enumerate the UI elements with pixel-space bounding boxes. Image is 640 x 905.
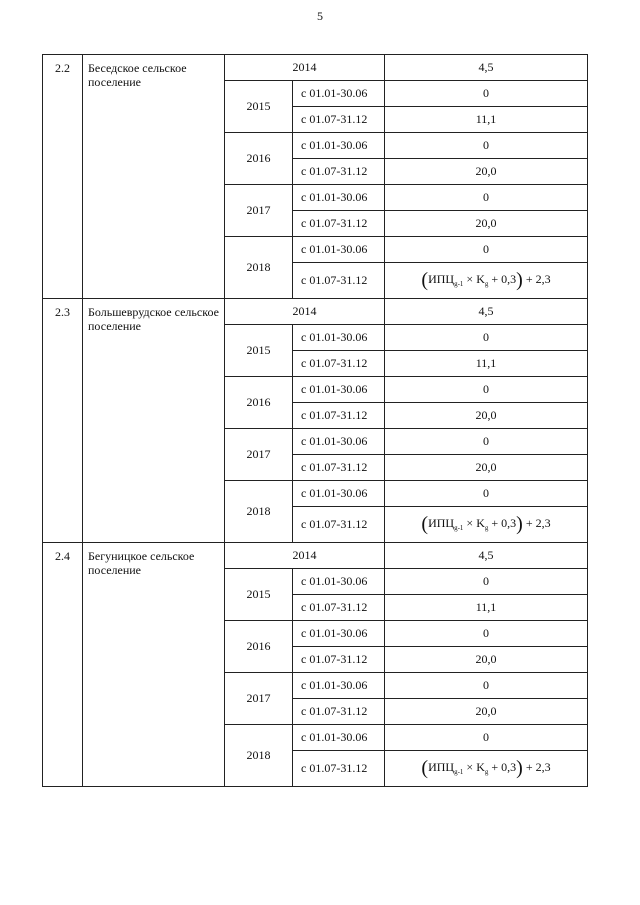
value-cell: 11,1 bbox=[385, 351, 588, 377]
value-cell: 4,5 bbox=[385, 543, 588, 569]
formula-plus: + 0,3 bbox=[488, 516, 517, 530]
period-cell: с 01.07-31.12 bbox=[293, 263, 385, 299]
year-cell: 2015 bbox=[225, 81, 293, 133]
year-cell: 2017 bbox=[225, 429, 293, 481]
value-cell: 11,1 bbox=[385, 595, 588, 621]
year-cell: 2018 bbox=[225, 725, 293, 787]
value-cell: 0 bbox=[385, 673, 588, 699]
value-cell: 0 bbox=[385, 725, 588, 751]
period-cell: с 01.07-31.12 bbox=[293, 403, 385, 429]
period-cell: с 01.01-30.06 bbox=[293, 133, 385, 159]
period-cell: с 01.07-31.12 bbox=[293, 211, 385, 237]
period-cell: с 01.07-31.12 bbox=[293, 751, 385, 787]
tariff-formula bbox=[421, 513, 551, 535]
period-cell: с 01.01-30.06 bbox=[293, 185, 385, 211]
table-row bbox=[43, 55, 588, 81]
formula-plus: + 0,3 bbox=[488, 760, 517, 774]
period-cell: с 01.07-31.12 bbox=[293, 699, 385, 725]
value-cell: 0 bbox=[385, 481, 588, 507]
formula-tail: + 2,3 bbox=[522, 516, 551, 530]
formula-ipc-subscript: g-1 bbox=[454, 524, 464, 532]
period-cell: с 01.01-30.06 bbox=[293, 621, 385, 647]
formula-cell bbox=[385, 263, 588, 299]
value-cell: 0 bbox=[385, 325, 588, 351]
settlement-name: Беседское сельское поселение bbox=[83, 55, 225, 299]
formula-times-k: × K bbox=[463, 516, 485, 530]
formula-tail: + 2,3 bbox=[522, 272, 551, 286]
year-cell: 2015 bbox=[225, 325, 293, 377]
formula-ipc-subscript: g-1 bbox=[454, 280, 464, 288]
year-cell: 2018 bbox=[225, 237, 293, 299]
period-cell: с 01.01-30.06 bbox=[293, 673, 385, 699]
formula-ipc-subscript: g-1 bbox=[454, 768, 464, 776]
value-cell: 20,0 bbox=[385, 159, 588, 185]
tariff-table bbox=[42, 54, 588, 787]
period-cell: с 01.01-30.06 bbox=[293, 725, 385, 751]
value-cell: 4,5 bbox=[385, 299, 588, 325]
year-cell: 2016 bbox=[225, 377, 293, 429]
formula-k-subscript: g bbox=[484, 768, 489, 776]
year-2014-cell: 2014 bbox=[225, 55, 385, 81]
value-cell: 0 bbox=[385, 81, 588, 107]
value-cell: 11,1 bbox=[385, 107, 588, 133]
year-2014-cell: 2014 bbox=[225, 299, 385, 325]
period-cell: с 01.01-30.06 bbox=[293, 81, 385, 107]
period-cell: с 01.01-30.06 bbox=[293, 377, 385, 403]
value-cell: 20,0 bbox=[385, 403, 588, 429]
value-cell: 0 bbox=[385, 133, 588, 159]
year-2014-cell: 2014 bbox=[225, 543, 385, 569]
period-cell: с 01.01-30.06 bbox=[293, 481, 385, 507]
year-cell: 2016 bbox=[225, 133, 293, 185]
period-cell: с 01.07-31.12 bbox=[293, 107, 385, 133]
tariff-table-body bbox=[43, 55, 588, 787]
settlement-name: Бегуницкое сельское поселение bbox=[83, 543, 225, 787]
year-cell: 2017 bbox=[225, 673, 293, 725]
formula-plus: + 0,3 bbox=[488, 272, 517, 286]
settlement-number: 2.3 bbox=[43, 299, 83, 543]
period-cell: с 01.07-31.12 bbox=[293, 647, 385, 673]
formula-times-k: × K bbox=[463, 760, 485, 774]
formula-ipc: ИПЦ bbox=[428, 516, 455, 530]
close-paren: ) bbox=[516, 757, 523, 779]
open-paren: ( bbox=[421, 757, 429, 779]
close-paren: ) bbox=[516, 269, 523, 291]
value-cell: 20,0 bbox=[385, 455, 588, 481]
settlement-name: Большеврудское сельское поселение bbox=[83, 299, 225, 543]
page-number: 5 bbox=[317, 9, 323, 23]
value-cell: 0 bbox=[385, 621, 588, 647]
period-cell: с 01.07-31.12 bbox=[293, 351, 385, 377]
year-cell: 2018 bbox=[225, 481, 293, 543]
tariff-formula bbox=[421, 757, 551, 779]
formula-ipc: ИПЦ bbox=[428, 272, 455, 286]
year-cell: 2017 bbox=[225, 185, 293, 237]
value-cell: 0 bbox=[385, 237, 588, 263]
formula-cell bbox=[385, 507, 588, 543]
open-paren: ( bbox=[421, 269, 429, 291]
value-cell: 0 bbox=[385, 185, 588, 211]
period-cell: с 01.07-31.12 bbox=[293, 159, 385, 185]
period-cell: с 01.07-31.12 bbox=[293, 595, 385, 621]
open-paren: ( bbox=[421, 513, 429, 535]
close-paren: ) bbox=[516, 513, 523, 535]
year-cell: 2016 bbox=[225, 621, 293, 673]
period-cell: с 01.01-30.06 bbox=[293, 569, 385, 595]
period-cell: с 01.07-31.12 bbox=[293, 507, 385, 543]
value-cell: 20,0 bbox=[385, 211, 588, 237]
formula-tail: + 2,3 bbox=[522, 760, 551, 774]
settlement-number: 2.4 bbox=[43, 543, 83, 787]
settlement-number: 2.2 bbox=[43, 55, 83, 299]
value-cell: 0 bbox=[385, 429, 588, 455]
period-cell: с 01.01-30.06 bbox=[293, 325, 385, 351]
value-cell: 0 bbox=[385, 569, 588, 595]
period-cell: с 01.01-30.06 bbox=[293, 237, 385, 263]
table-row bbox=[43, 543, 588, 569]
period-cell: с 01.01-30.06 bbox=[293, 429, 385, 455]
table-row bbox=[43, 299, 588, 325]
value-cell: 20,0 bbox=[385, 647, 588, 673]
value-cell: 0 bbox=[385, 377, 588, 403]
formula-ipc: ИПЦ bbox=[428, 760, 455, 774]
value-cell: 20,0 bbox=[385, 699, 588, 725]
formula-cell bbox=[385, 751, 588, 787]
tariff-formula bbox=[421, 269, 551, 291]
formula-k-subscript: g bbox=[484, 524, 489, 532]
year-cell: 2015 bbox=[225, 569, 293, 621]
formula-k-subscript: g bbox=[484, 280, 489, 288]
value-cell: 4,5 bbox=[385, 55, 588, 81]
period-cell: с 01.07-31.12 bbox=[293, 455, 385, 481]
formula-times-k: × K bbox=[463, 272, 485, 286]
